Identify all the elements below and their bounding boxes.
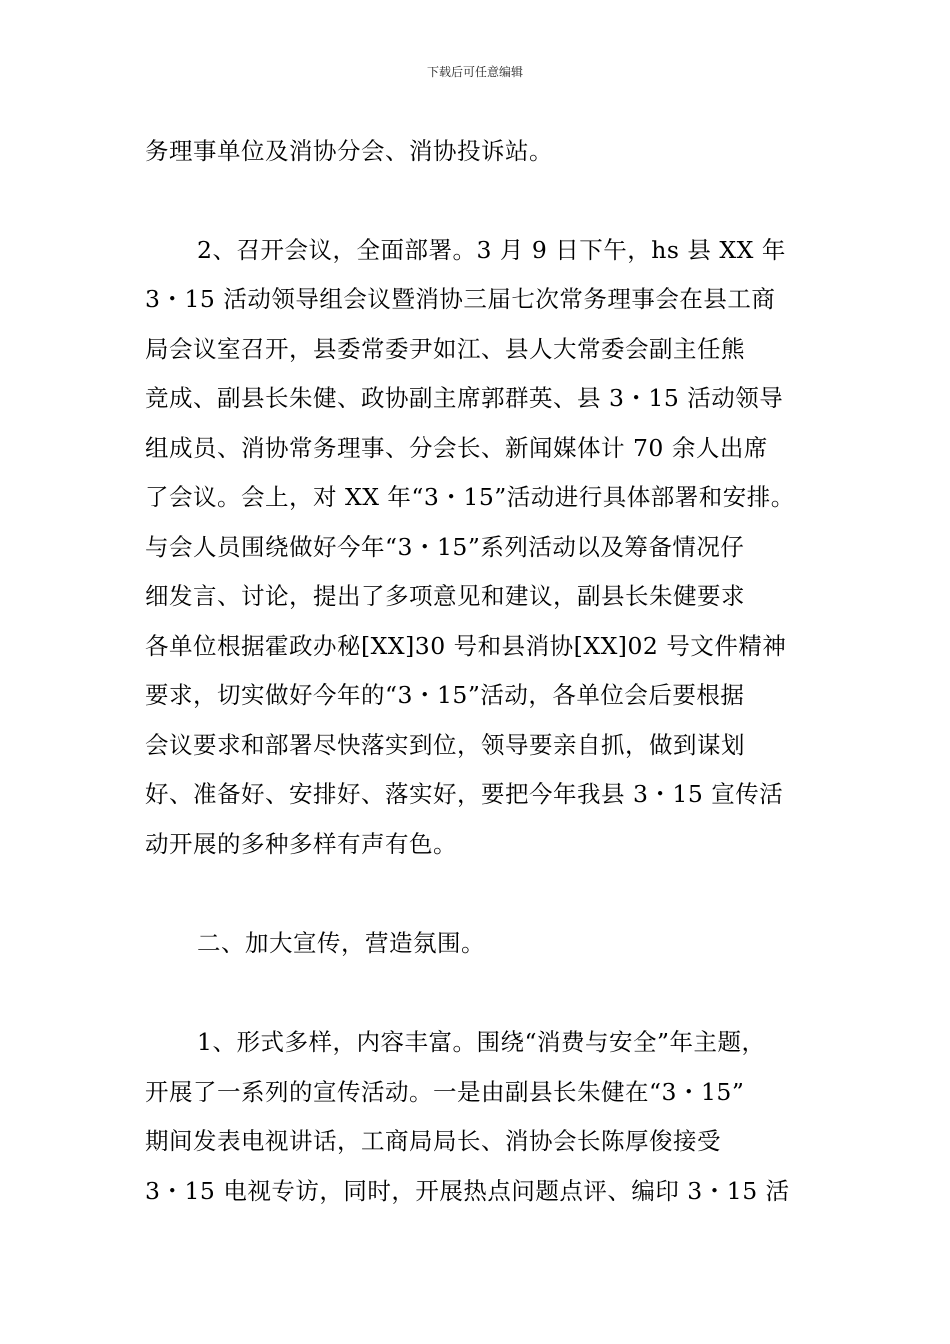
page-header: 下载后可任意编辑 (426, 65, 523, 79)
text-line: 3・15 活动领导组会议暨消协三届七次常务理事会在县工商 (145, 285, 776, 313)
text-line: 与会人员围绕做好今年“3・15”系列活动以及筹备情况仔 (145, 533, 745, 561)
text-line: 组成员、消协常务理事、分会长、新闻媒体计 70 余人出席 (145, 434, 768, 462)
text-line: 要求，切实做好今年的“3・15”活动，各单位会后要根据 (145, 681, 745, 709)
text-line: 1、形式多样，内容丰富。围绕“消费与安全”年主题， (197, 1028, 766, 1056)
text-line: 好、准备好、安排好、落实好，要把今年我县 3・15 宣传活 (145, 780, 784, 808)
text-line: 动开展的多种多样有声有色。 (145, 830, 457, 858)
text-line: 期间发表电视讲话，工商局局长、消协会长陈厚俊接受 (145, 1127, 721, 1155)
text-line: 竞成、副县长朱健、政协副主席郭群英、县 3・15 活动领导 (145, 384, 784, 412)
text-line: 务理事单位及消协分会、消协投诉站。 (145, 137, 553, 165)
text-line: 各单位根据霍政办秘[XX]30 号和县消协[XX]02 号文件精神 (145, 632, 787, 660)
text-line: 会议要求和部署尽快落实到位，领导要亲自抓，做到谋划 (145, 731, 745, 759)
text-line: 开展了一系列的宣传活动。一是由副县长朱健在“3・15” (145, 1078, 745, 1106)
section-heading: 二、加大宣传，营造氛围。 (197, 929, 485, 957)
text-line: 了会议。会上，对 XX 年“3・15”活动进行具体部署和安排。 (145, 483, 795, 511)
text-line: 2、召开会议，全面部署。3 月 9 日下午，hs 县 XX 年 (197, 236, 786, 264)
text-line: 3・15 电视专访，同时，开展热点问题点评、编印 3・15 活 (145, 1177, 790, 1205)
text-line: 细发言、讨论，提出了多项意见和建议，副县长朱健要求 (145, 582, 745, 610)
text-line: 局会议室召开，县委常委尹如江、县人大常委会副主任熊 (145, 335, 745, 363)
